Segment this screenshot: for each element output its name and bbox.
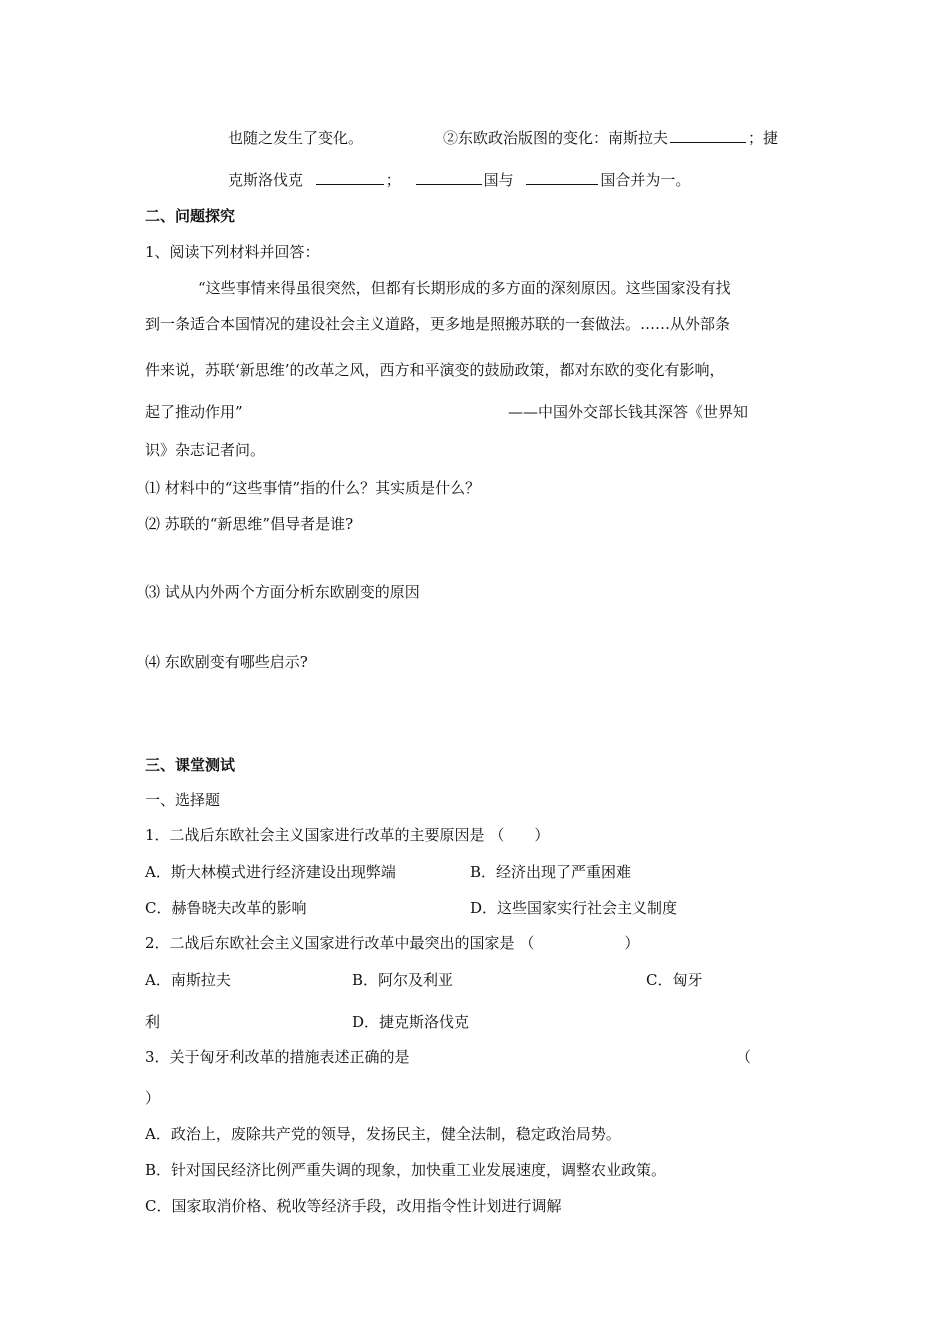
- text-fragment: 克斯洛伐克: [228, 171, 304, 189]
- question-stem: 1．二战后东欧社会主义国家进行改革的主要原因是 （ ）: [145, 826, 550, 844]
- option-a[interactable]: A．南斯拉夫: [145, 971, 231, 989]
- answer-paren-close: ）: [145, 1089, 161, 1107]
- quote-source: ——中国外交部长钱其深答《世界知: [508, 403, 749, 421]
- quote-source: 识》杂志记者问。: [145, 441, 266, 459]
- quote-line: “这些事情来得虽很突然，但都有长期形成的多方面的深刻原因。这些国家没有找: [198, 279, 731, 297]
- section-title: 三、课堂测试: [145, 756, 236, 774]
- text-line: [443, 128, 778, 148]
- question-heading: 1、阅读下列材料并回答：: [145, 243, 320, 261]
- option-d[interactable]: D．捷克斯洛伐克: [352, 1013, 470, 1031]
- question-stem: 3．关于匈牙利改革的措施表述正确的是: [145, 1048, 410, 1066]
- text-line: [228, 170, 690, 190]
- sub-question: ⑶ 试从内外两个方面分析东欧剧变的原因: [145, 583, 420, 601]
- option-b[interactable]: B．阿尔及利亚: [352, 971, 454, 989]
- fill-blank[interactable]: [670, 128, 746, 143]
- section-title: 二、问题探究: [145, 207, 236, 225]
- option-a[interactable]: A．斯大林模式进行经济建设出现弊端: [145, 863, 396, 881]
- option-a[interactable]: A．政治上，废除共产党的领导，发扬民主，健全法制，稳定政治局势。: [145, 1125, 621, 1143]
- quote-line: 到一条适合本国情况的建设社会主义道路，更多地是照搬苏联的一套做法。……从外部条: [145, 315, 731, 333]
- option-c-wrap[interactable]: 利: [145, 1013, 161, 1031]
- sub-question: ⑷ 东欧剧变有哪些启示?: [145, 653, 308, 671]
- text-fragment: ；: [385, 171, 401, 189]
- fill-blank[interactable]: [316, 170, 384, 185]
- option-c[interactable]: C．国家取消价格、税收等经济手段，改用指令性计划进行调解: [145, 1197, 562, 1215]
- fill-blank[interactable]: [416, 170, 482, 185]
- fill-blank[interactable]: [526, 170, 598, 185]
- sub-section-title: 一、选择题: [145, 791, 221, 809]
- option-d[interactable]: D．这些国家实行社会主义制度: [470, 899, 678, 917]
- option-b[interactable]: B．经济出现了严重困难: [470, 863, 632, 881]
- text-fragment: ；捷: [748, 129, 779, 147]
- quote-line: 起了推动作用”: [145, 403, 243, 421]
- option-c[interactable]: C．赫鲁晓夫改革的影响: [145, 899, 307, 917]
- option-b[interactable]: B．针对国民经济比例严重失调的现象，加快重工业发展速度，调整农业政策。: [145, 1161, 667, 1179]
- text-line: [228, 128, 363, 148]
- text-fragment: 国合并为一。: [600, 171, 691, 189]
- question-stem: 2．二战后东欧社会主义国家进行改革中最突出的国家是 （ ）: [145, 934, 640, 952]
- option-c[interactable]: C．匈牙: [646, 971, 703, 989]
- text-fragment: 国与: [483, 171, 514, 189]
- answer-paren-open: （: [736, 1048, 752, 1066]
- sub-question: ⑵ 苏联的“新思维”倡导者是谁?: [145, 515, 354, 533]
- text-fragment: 也随之发生了变化。: [228, 129, 364, 147]
- sub-question: ⑴ 材料中的“这些事情”指的什么？其实质是什么？: [145, 479, 481, 497]
- quote-line: 件来说，苏联‘新思维’的改革之风，西方和平演变的鼓励政策，都对东欧的变化有影响，: [145, 361, 725, 379]
- text-fragment: ②东欧政治版图的变化：南斯拉夫: [443, 129, 669, 147]
